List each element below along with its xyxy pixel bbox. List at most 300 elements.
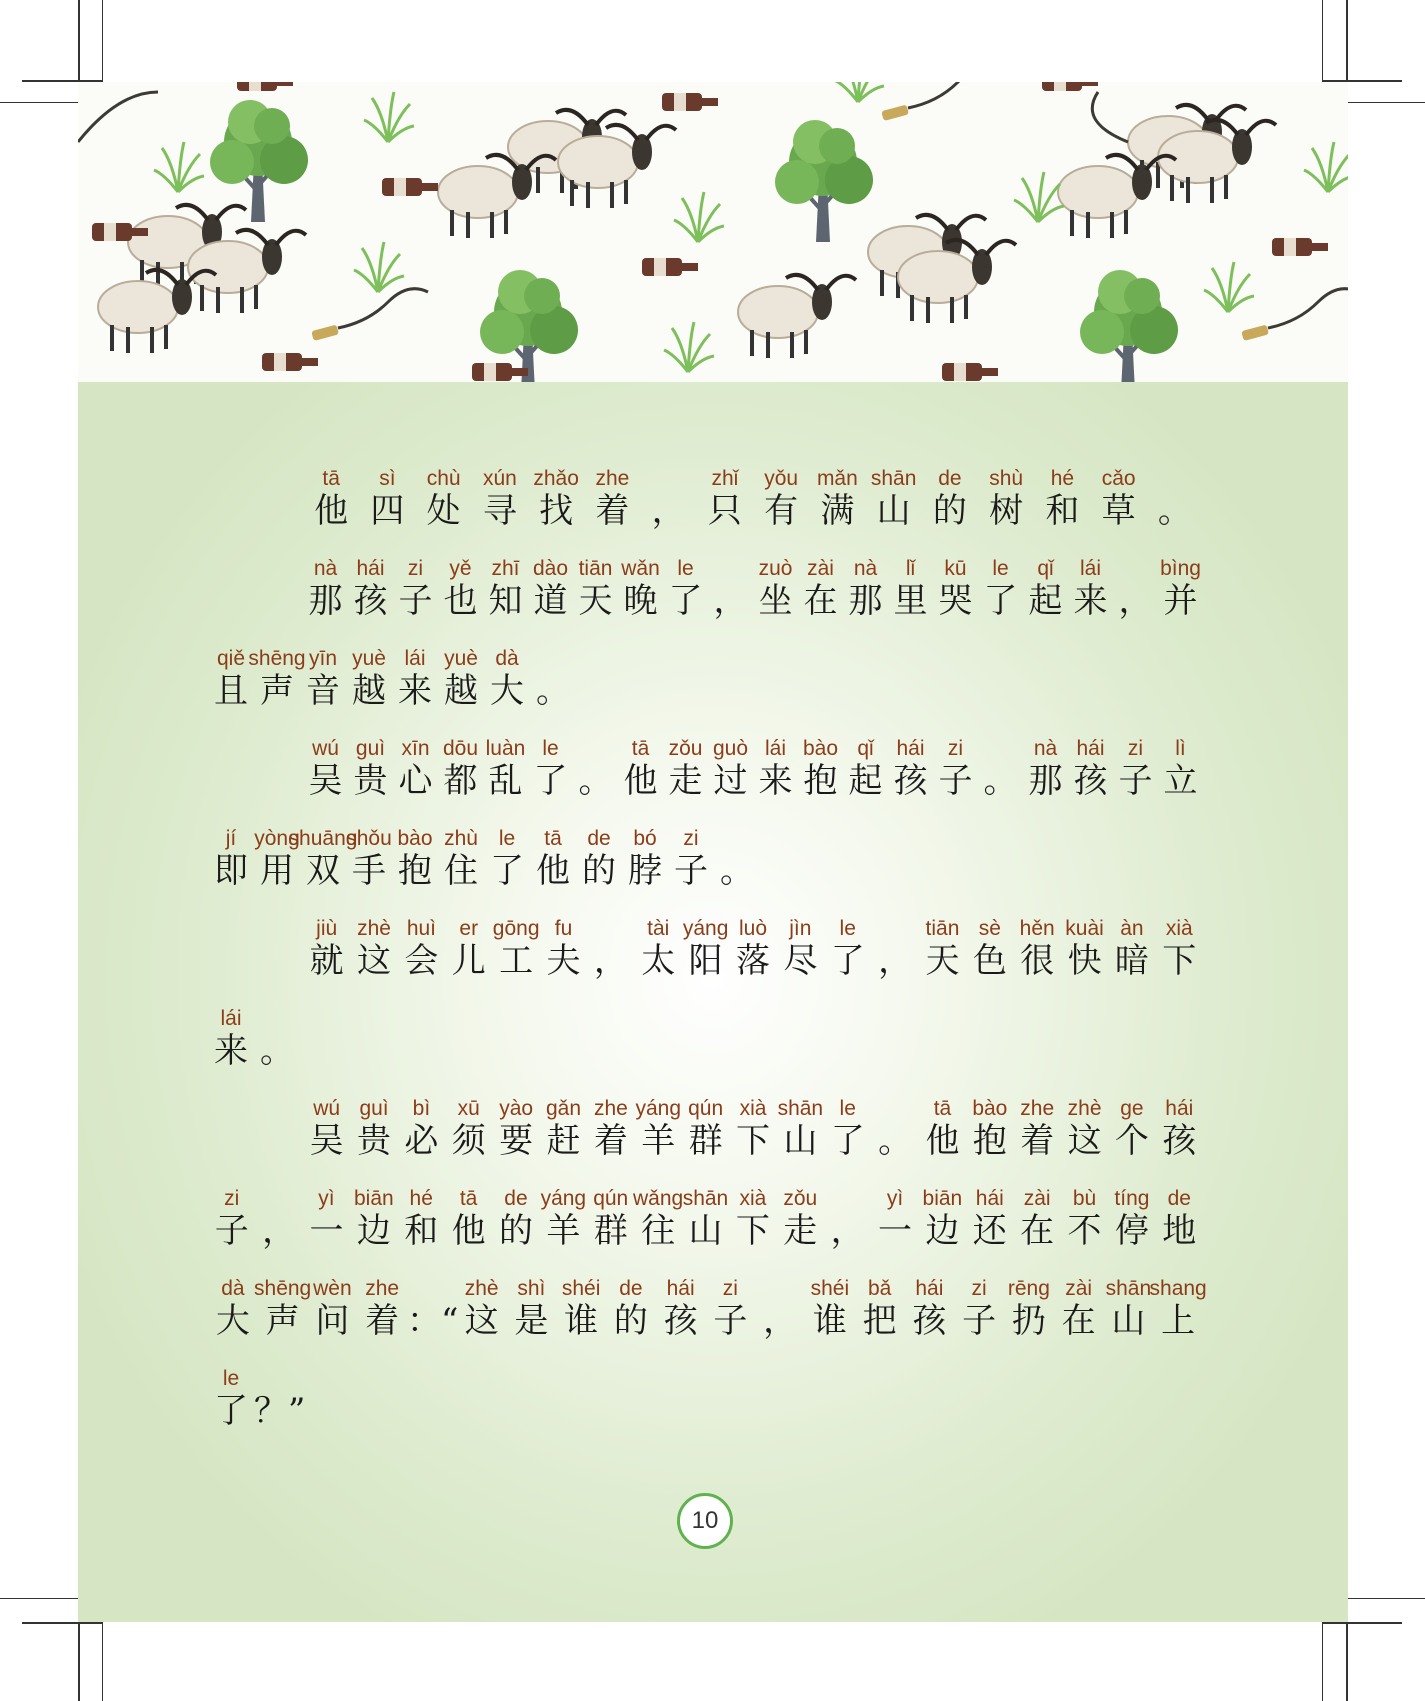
hanzi: 起 — [1028, 581, 1063, 621]
text-line — [78, 1367, 1348, 1447]
hanzi: 音 — [306, 671, 340, 711]
hanzi: 那 — [308, 581, 343, 621]
hanzi: 贵 — [357, 1121, 392, 1161]
pinyin: kuài — [1065, 917, 1104, 940]
pinyin: de — [1167, 1187, 1191, 1210]
hanzi: 和 — [404, 1211, 439, 1251]
hanzi: 那 — [848, 581, 883, 621]
crop-mark — [102, 1622, 103, 1701]
pinyin: zhù — [444, 827, 478, 850]
hanzi: ， — [651, 491, 686, 531]
hanzi: 这 — [1067, 1121, 1102, 1161]
hanzi: 谁 — [564, 1301, 599, 1341]
hanzi: 找 — [539, 491, 574, 531]
hanzi: 山 — [1111, 1301, 1146, 1341]
hanzi: 只 — [707, 491, 742, 531]
text-line — [78, 1097, 1348, 1177]
hanzi: 阳 — [688, 941, 723, 981]
hanzi: 手 — [352, 851, 386, 891]
hanzi: ：“ — [407, 1301, 459, 1341]
hanzi: 孩 — [1162, 1121, 1197, 1161]
hanzi: 来 — [398, 671, 432, 711]
pinyin: hái — [915, 1277, 944, 1300]
pinyin: yě — [449, 557, 472, 580]
hanzi: 工 — [499, 941, 534, 981]
pinyin: yáng — [682, 917, 729, 940]
hanzi: 。 — [983, 761, 1018, 801]
pinyin: hái — [1076, 737, 1105, 760]
pinyin: zhǎo — [533, 467, 579, 490]
hanzi: 晚 — [623, 581, 658, 621]
hanzi: 他 — [314, 491, 349, 531]
hanzi: 快 — [1067, 941, 1102, 981]
pinyin: zi — [1127, 737, 1144, 760]
pinyin: hái — [666, 1277, 695, 1300]
hanzi: 羊 — [641, 1121, 676, 1161]
text-line — [78, 557, 1348, 637]
hanzi: 着 — [595, 491, 630, 531]
hanzi: 哭 — [938, 581, 973, 621]
hanzi: 的 — [582, 851, 616, 891]
pinyin: er — [459, 917, 479, 940]
pinyin: yì — [318, 1187, 335, 1210]
pinyin: xún — [482, 467, 517, 490]
hanzi: 下 — [735, 1211, 770, 1251]
pinyin: lǐ — [905, 557, 916, 580]
hanzi: 把 — [862, 1301, 897, 1341]
hanzi: 大 — [215, 1301, 250, 1341]
hanzi: 和 — [1045, 491, 1080, 531]
crop-mark — [1322, 1622, 1402, 1624]
hanzi: 子 — [938, 761, 973, 801]
hanzi: 住 — [444, 851, 478, 891]
hanzi: ， — [593, 941, 628, 981]
hanzi: 抱 — [972, 1121, 1007, 1161]
pinyin: zhè — [357, 917, 391, 940]
hanzi: 他 — [925, 1121, 960, 1161]
pinyin: shéi — [561, 1277, 601, 1300]
pinyin: àn — [1120, 917, 1144, 940]
hanzi: 山 — [783, 1121, 818, 1161]
hanzi: 地 — [1162, 1211, 1197, 1251]
pinyin: shān — [870, 467, 917, 490]
hanzi: 。 — [720, 851, 754, 891]
hanzi: 起 — [848, 761, 883, 801]
hanzi: 越 — [352, 671, 386, 711]
pinyin: bìng — [1160, 557, 1201, 580]
hanzi: 山 — [876, 491, 911, 531]
pinyin: lái — [404, 647, 426, 670]
pinyin: nà — [313, 557, 338, 580]
crop-mark — [1322, 0, 1323, 82]
pinyin: wǎng — [633, 1187, 684, 1210]
hanzi: 即 — [214, 851, 248, 891]
pinyin: le — [498, 827, 516, 850]
pinyin: bǎ — [867, 1277, 892, 1300]
pinyin: de — [938, 467, 962, 490]
pinyin: luàn — [485, 737, 526, 760]
hanzi: 很 — [1020, 941, 1055, 981]
hanzi: 且 — [214, 671, 248, 711]
hanzi: 树 — [989, 491, 1024, 531]
pinyin: zǒu — [668, 737, 703, 760]
hanzi: 。 — [878, 1121, 913, 1161]
hanzi: 须 — [451, 1121, 486, 1161]
hanzi: 子 — [713, 1301, 748, 1341]
hanzi: 这 — [464, 1301, 499, 1341]
pinyin: tā — [933, 1097, 952, 1120]
hanzi: 用 — [260, 851, 294, 891]
pinyin: zuò — [758, 557, 793, 580]
pinyin: hé — [409, 1187, 433, 1210]
pinyin: shān — [1105, 1277, 1152, 1300]
pinyin: shang — [1149, 1277, 1207, 1300]
text-line — [78, 1187, 1348, 1267]
hanzi: 还 — [972, 1211, 1007, 1251]
hanzi: 了 — [533, 761, 568, 801]
text-line — [78, 1277, 1348, 1357]
hanzi: 抱 — [803, 761, 838, 801]
hanzi: 孩 — [893, 761, 928, 801]
hanzi: 天 — [925, 941, 960, 981]
crop-mark — [22, 1622, 102, 1624]
pinyin: xū — [457, 1097, 480, 1120]
hanzi: 不 — [1067, 1211, 1102, 1251]
pinyin: tā — [544, 827, 562, 850]
pinyin: qún — [593, 1187, 629, 1210]
pinyin: zhè — [464, 1277, 499, 1300]
pinyin: nà — [853, 557, 878, 580]
pinyin: hái — [1165, 1097, 1194, 1120]
pinyin: le — [542, 737, 559, 760]
pinyin: shù — [989, 467, 1024, 490]
pinyin: hái — [896, 737, 925, 760]
pinyin: lái — [1079, 557, 1101, 580]
pinyin: guò — [712, 737, 749, 760]
hanzi: 就 — [309, 941, 344, 981]
hanzi: 立 — [1163, 761, 1198, 801]
hanzi: 他 — [536, 851, 570, 891]
pinyin: hěn — [1019, 917, 1055, 940]
hanzi: 了 — [830, 1121, 865, 1161]
pinyin: kū — [944, 557, 967, 580]
crop-mark — [0, 1598, 78, 1599]
pinyin: xià — [739, 1187, 767, 1210]
hanzi: 子 — [1118, 761, 1153, 801]
hanzi: 也 — [443, 581, 478, 621]
hanzi: 边 — [356, 1211, 391, 1251]
pinyin: rēng — [1007, 1277, 1050, 1300]
hanzi: 声 — [260, 671, 294, 711]
pinyin: qún — [688, 1097, 724, 1120]
pinyin: shǒu — [346, 827, 392, 850]
pinyin: xià — [1165, 917, 1193, 940]
hanzi: 问 — [315, 1301, 350, 1341]
hanzi: 了 — [830, 941, 865, 981]
pinyin: zi — [947, 737, 964, 760]
text-line — [78, 917, 1348, 997]
hanzi: 声 — [265, 1301, 300, 1341]
pinyin: yīn — [308, 647, 337, 670]
hanzi: 着 — [1020, 1121, 1055, 1161]
hanzi: ， — [713, 581, 748, 621]
pinyin: shēng — [248, 647, 306, 670]
pinyin: jí — [225, 827, 237, 850]
hanzi: 的 — [932, 491, 967, 531]
hanzi: 夫 — [546, 941, 581, 981]
hanzi: 下 — [735, 1121, 770, 1161]
pinyin: zhe — [365, 1277, 400, 1300]
hanzi: 着 — [365, 1301, 400, 1341]
pinyin: dōu — [442, 737, 479, 760]
hanzi: 子 — [398, 581, 433, 621]
hanzi: 他 — [451, 1211, 486, 1251]
hanzi: 扔 — [1011, 1301, 1046, 1341]
pinyin: le — [992, 557, 1009, 580]
pinyin: zi — [683, 827, 699, 850]
pinyin: dào — [532, 557, 569, 580]
pinyin: yuè — [444, 647, 478, 670]
hanzi: 群 — [593, 1211, 628, 1251]
hanzi: 落 — [735, 941, 770, 981]
pinyin: guì — [355, 737, 386, 760]
hanzi: 道 — [533, 581, 568, 621]
crop-mark — [0, 102, 78, 103]
hanzi: 来 — [214, 1031, 248, 1071]
pinyin: zi — [722, 1277, 738, 1300]
hanzi: 边 — [925, 1211, 960, 1251]
pinyin: zhe — [595, 467, 630, 490]
pinyin: tiān — [578, 557, 613, 580]
pinyin: shān — [777, 1097, 824, 1120]
hanzi: 乱 — [488, 761, 523, 801]
hanzi: 子 — [962, 1301, 997, 1341]
pinyin: yǒu — [764, 467, 799, 490]
pinyin: le — [839, 1097, 856, 1120]
hanzi: 儿 — [451, 941, 486, 981]
illustration-banner — [78, 82, 1348, 382]
hanzi: 赶 — [546, 1121, 581, 1161]
hanzi: 色 — [972, 941, 1007, 981]
hanzi: 上 — [1161, 1301, 1196, 1341]
pinyin: qǐ — [857, 737, 874, 760]
pinyin: hái — [356, 557, 385, 580]
hanzi: 一 — [878, 1211, 913, 1251]
hanzi: 子 — [674, 851, 708, 891]
pinyin: lái — [220, 1007, 242, 1030]
hanzi: 孩 — [1073, 761, 1108, 801]
hanzi: 过 — [713, 761, 748, 801]
hanzi: 知 — [488, 581, 523, 621]
pinyin: shì — [517, 1277, 546, 1300]
pinyin: yòng — [254, 827, 300, 850]
hanzi: 并 — [1163, 581, 1198, 621]
story-panel — [78, 382, 1348, 1622]
hanzi: 他 — [623, 761, 658, 801]
hanzi: 停 — [1114, 1211, 1149, 1251]
hanzi: 满 — [820, 491, 855, 531]
pinyin: zhe — [593, 1097, 628, 1120]
hanzi: ？” — [254, 1391, 306, 1431]
pinyin: hái — [975, 1187, 1004, 1210]
pinyin: tā — [459, 1187, 478, 1210]
hanzi: ， — [830, 1211, 865, 1251]
pinyin: yuè — [352, 647, 386, 670]
pinyin: yào — [499, 1097, 534, 1120]
hanzi: 往 — [641, 1211, 676, 1251]
pinyin: bào — [972, 1097, 1008, 1120]
pinyin: shuāng — [288, 827, 358, 850]
hanzi: 双 — [306, 851, 340, 891]
pinyin: yì — [886, 1187, 904, 1210]
hanzi: 来 — [758, 761, 793, 801]
hanzi: 那 — [1028, 761, 1063, 801]
pinyin: yáng — [635, 1097, 682, 1120]
hanzi: 心 — [398, 761, 433, 801]
pinyin: chù — [426, 467, 461, 490]
hanzi: 草 — [1101, 491, 1136, 531]
pinyin: fu — [554, 917, 573, 940]
hanzi: 。 — [536, 671, 570, 711]
hanzi: 群 — [688, 1121, 723, 1161]
pinyin: shān — [682, 1187, 729, 1210]
crop-mark — [1348, 102, 1425, 103]
hanzi: 了 — [668, 581, 703, 621]
hanzi: 着 — [593, 1121, 628, 1161]
crop-mark — [102, 0, 103, 82]
pinyin: lái — [764, 737, 786, 760]
hanzi: 是 — [514, 1301, 549, 1341]
pinyin: zhe — [1020, 1097, 1055, 1120]
text-line — [78, 467, 1348, 547]
crop-mark — [1322, 1622, 1323, 1701]
pinyin: guì — [359, 1097, 389, 1120]
pinyin: tā — [322, 467, 340, 490]
pinyin: tài — [647, 917, 670, 940]
hanzi: 大 — [490, 671, 524, 711]
hanzi: 了 — [214, 1391, 248, 1431]
pinyin: cǎo — [1101, 467, 1136, 490]
pinyin: zi — [971, 1277, 987, 1300]
hanzi: 一 — [309, 1211, 344, 1251]
hanzi: 谁 — [812, 1301, 847, 1341]
hanzi: 暗 — [1114, 941, 1149, 981]
pinyin: sè — [978, 917, 1001, 940]
pinyin: xià — [739, 1097, 767, 1120]
pinyin: nà — [1033, 737, 1058, 760]
text-line — [78, 827, 1348, 907]
pinyin: wèn — [313, 1277, 352, 1300]
hanzi: ， — [878, 941, 913, 981]
hanzi: 贵 — [353, 761, 388, 801]
crop-mark — [1348, 1598, 1425, 1599]
pinyin: bào — [802, 737, 839, 760]
hanzi: 个 — [1114, 1121, 1149, 1161]
hanzi: 。 — [578, 761, 613, 801]
hanzi: 山 — [688, 1211, 723, 1251]
hanzi: 下 — [1162, 941, 1197, 981]
pinyin: tiān — [925, 917, 960, 940]
pinyin: huì — [406, 917, 437, 940]
hanzi: 。 — [260, 1031, 294, 1071]
pinyin: bào — [397, 827, 433, 850]
pinyin: biān — [922, 1187, 963, 1210]
pinyin: tíng — [1114, 1187, 1150, 1210]
pinyin: mǎn — [816, 467, 858, 490]
hanzi: 的 — [613, 1301, 648, 1341]
hanzi: ， — [1118, 581, 1153, 621]
hanzi: 都 — [443, 761, 478, 801]
pinyin: xīn — [401, 737, 430, 760]
hanzi: 走 — [783, 1211, 818, 1251]
hanzi: 里 — [893, 581, 928, 621]
pinyin: le — [677, 557, 694, 580]
pinyin: zhī — [491, 557, 520, 580]
hanzi: 在 — [1061, 1301, 1096, 1341]
hanzi: 要 — [499, 1121, 534, 1161]
pinyin: bó — [633, 827, 657, 850]
pinyin: luò — [738, 917, 767, 940]
hanzi: ， — [262, 1211, 297, 1251]
hanzi: 子 — [214, 1211, 249, 1251]
pinyin: zhè — [1067, 1097, 1102, 1120]
pinyin: jìn — [789, 917, 812, 940]
hanzi: 在 — [1020, 1211, 1055, 1251]
hanzi: ， — [763, 1301, 798, 1341]
pinyin: biān — [353, 1187, 394, 1210]
pinyin: yáng — [540, 1187, 587, 1210]
pinyin: hé — [1050, 467, 1075, 490]
hanzi: 羊 — [546, 1211, 581, 1251]
pinyin: qǐ — [1037, 557, 1054, 580]
pinyin: gōng — [492, 917, 540, 940]
pinyin: zi — [407, 557, 424, 580]
hanzi: 吴 — [309, 1121, 344, 1161]
text-line — [78, 647, 1348, 727]
hanzi: 脖 — [628, 851, 662, 891]
pinyin: zài — [1065, 1277, 1093, 1300]
hanzi: 这 — [357, 941, 392, 981]
pinyin: zài — [807, 557, 834, 580]
hanzi: 的 — [498, 1211, 533, 1251]
text-line — [78, 737, 1348, 817]
hanzi: 孩 — [663, 1301, 698, 1341]
hanzi: 尽 — [783, 941, 818, 981]
hanzi: 必 — [404, 1121, 439, 1161]
hanzi: 坐 — [758, 581, 793, 621]
hanzi: 在 — [803, 581, 838, 621]
pinyin: de — [504, 1187, 528, 1210]
pinyin: de — [587, 827, 611, 850]
pinyin: wú — [312, 737, 339, 760]
pinyin: wú — [313, 1097, 341, 1120]
pinyin: shéi — [810, 1277, 850, 1300]
pinyin: jiù — [316, 917, 338, 940]
hanzi: 抱 — [398, 851, 432, 891]
pinyin: bì — [412, 1097, 431, 1120]
page-number: 10 — [677, 1493, 733, 1549]
hanzi: 寻 — [482, 491, 517, 531]
pinyin: qiě — [216, 647, 246, 670]
pinyin: shēng — [254, 1277, 312, 1300]
hanzi: 处 — [426, 491, 461, 531]
pinyin: zài — [1023, 1187, 1051, 1210]
hanzi: 了 — [490, 851, 524, 891]
hanzi: 太 — [641, 941, 676, 981]
pinyin: ge — [1120, 1097, 1144, 1120]
hanzi: 孩 — [353, 581, 388, 621]
hanzi: 孩 — [912, 1301, 947, 1341]
